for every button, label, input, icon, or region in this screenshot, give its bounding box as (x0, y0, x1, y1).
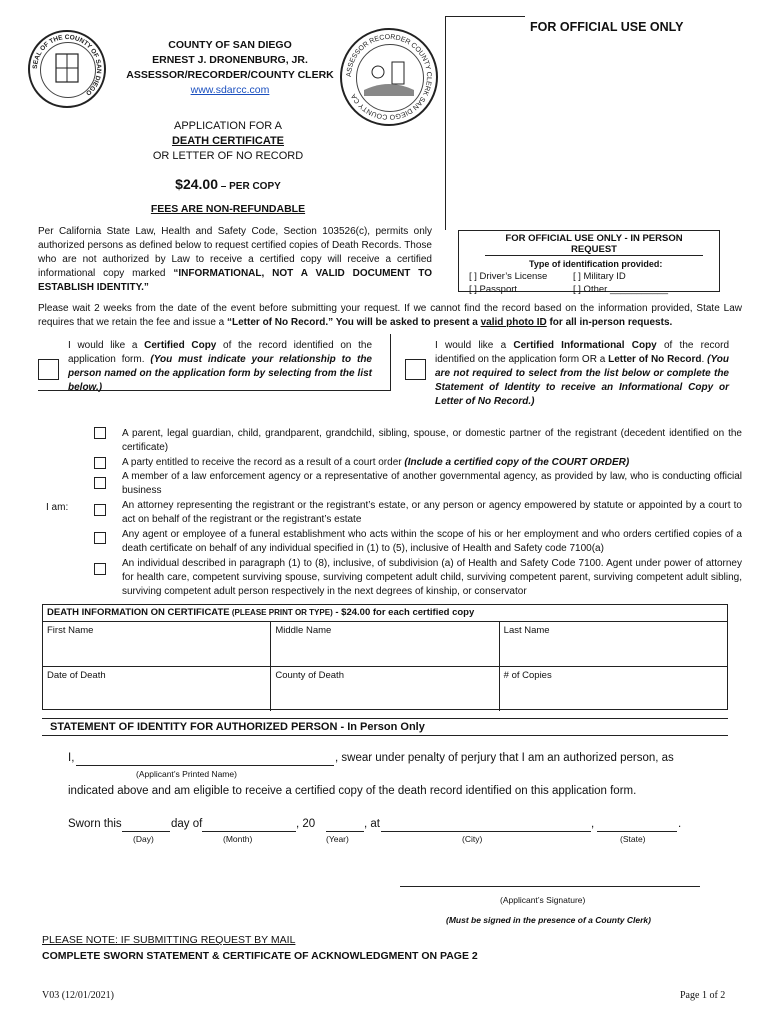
certified-copy-checkbox[interactable] (38, 359, 59, 380)
form-version: V03 (12/01/2021) (42, 990, 114, 1001)
relationship-checkbox-1[interactable] (94, 427, 106, 439)
title-line2: DEATH CERTIFICATE (171, 135, 285, 147)
city-caption: (City) (462, 834, 483, 844)
informational-copy-text: I would like a Certified Informational Copy of the record identified on the application form OR a Letter of No Record. (You are not required to select from the list below or complete the Statement of Identity to receive an Informational Copy or Letter of No Record.) (435, 340, 730, 407)
relationship-item-2: A party entitled to receive the record as a result of a court order (Include a certified copy of the COURT ORDER) (122, 457, 630, 468)
date-of-death-field[interactable]: Date of Death (43, 667, 271, 711)
statement-title: STATEMENT OF IDENTITY FOR AUTHORIZED PERSON - In Person Only (50, 721, 425, 733)
statement-bottom-rule (42, 735, 728, 736)
in-person-title: FOR OFFICIAL USE ONLY - IN PERSON REQUEST (485, 233, 703, 256)
relationship-list (38, 424, 742, 600)
official-name: ERNEST J. DRONENBURG, JR. (152, 54, 308, 66)
relationship-item-3: A member of a law enforcement agency or a representative of another governmental agency, as provided by law, who is conducting official business (122, 471, 742, 496)
relationship-item-1: A parent, legal guardian, child, grandparent, grandchild, sibling, spouse, or domestic partner of the registrant (decedent identified on the certificate) (122, 428, 742, 453)
page-number: Page 1 of 2 (680, 990, 726, 1001)
id-type-label: Type of identification provided: (529, 259, 663, 269)
state-caption: (State) (620, 834, 646, 844)
statement-i: I, (68, 752, 75, 764)
certified-copy-text: I would like a Certified Copy of the record identified on the application form. (You must indicate your relationship to the person named on the application form by selecting from the list below.) (68, 340, 373, 393)
relationship-checkbox-5[interactable] (94, 532, 106, 544)
id-military[interactable]: [ ] Military ID (573, 271, 626, 282)
id-other[interactable]: [ ] Other ___________ (573, 284, 669, 295)
fees-notice: FEES ARE NON-REFUNDABLE (150, 203, 306, 215)
mail-note: PLEASE NOTE: IF SUBMITTING REQUEST BY MAIL (42, 934, 296, 946)
year-line[interactable] (326, 831, 364, 832)
relationship-checkbox-6[interactable] (94, 563, 106, 575)
office-name: ASSESSOR/RECORDER/COUNTY CLERK (126, 69, 334, 81)
statement-top-rule (42, 718, 728, 719)
website-link[interactable]: www.sdarcc.com (190, 84, 270, 96)
signed-presence-caption: (Must be signed in the presence of a County Clerk) (446, 915, 651, 925)
title-line1: APPLICATION FOR A (174, 120, 282, 132)
county-of-death-field[interactable]: County of Death (271, 667, 499, 711)
death-info-header: DEATH INFORMATION ON CERTIFICATE (PLEASE PRINT OR TYPE) - $24.00 for each certified copy (43, 605, 727, 622)
statement-swear: , swear under penalty of perjury that I am an authorized person, as (335, 752, 674, 764)
signature-caption: (Applicant’s Signature) (500, 895, 586, 905)
official-use-divider (445, 16, 446, 230)
printed-name-line[interactable] (76, 765, 334, 766)
informational-copy-checkbox[interactable] (405, 359, 426, 380)
day-caption: (Day) (133, 834, 154, 844)
agency-header (120, 38, 340, 98)
death-info-table (42, 604, 728, 710)
official-use-header: FOR OFFICIAL USE ONLY (530, 20, 684, 34)
last-name-field[interactable]: Last Name (503, 625, 550, 636)
county-name: COUNTY OF SAN DIEGO (168, 39, 292, 51)
svg-text:SEAL OF THE COUNTY OF SAN DIEG: SEAL OF THE COUNTY OF SAN DIEGO (31, 33, 103, 97)
county-seal-left (28, 30, 106, 108)
svg-text:ASSESSOR RECORDER COUNTY CLERK: ASSESSOR RECORDER COUNTY CLERK SAN DIEGO COUNTY CA (345, 33, 433, 121)
relationship-checkbox-2[interactable] (94, 457, 106, 469)
price: $24.00 – PER COPY (175, 176, 281, 192)
month-caption: (Month) (223, 834, 253, 844)
official-use-top-rule (445, 16, 525, 17)
relationship-checkbox-3[interactable] (94, 477, 106, 489)
relationship-checkbox-4[interactable] (94, 504, 106, 516)
middle-name-field[interactable]: Middle Name (271, 622, 499, 666)
year-prefix: , 20 (296, 818, 316, 830)
city-line[interactable] (381, 831, 591, 832)
day-of-label: day of (171, 818, 203, 830)
in-person-box (458, 230, 720, 295)
relationship-item-6: An individual described in paragraph (1) to (8), inclusive, of subdivision (a) of Health and Safety Code 7100. Agent under power of attorney for health care, competent surviving spouse, surviving competent adult child, surviving competent parent, surviving competent adult sibling, surviving competent adult person respectively in the next degrees of kinship, or conservator (122, 558, 742, 597)
comma-label: , (591, 818, 595, 830)
relationship-item-5: Any agent or employee of a funeral establishment who acts within the scope of his or her employment and who orders certified copies of a death certificate on behalf of any individual specified in (1) to (5), inclusive of Health and Safety code 7100(a) (122, 529, 742, 554)
state-line[interactable] (597, 831, 677, 832)
form-title (120, 119, 336, 164)
day-line[interactable] (122, 831, 170, 832)
at-label: , at (364, 818, 380, 830)
wait-text: Please wait 2 weeks from the date of the event before submitting your request. If we cannot find the record based on the information provided, State Law requires that we retain the fee and issue a “Letter of No Record.” You will be asked to present a valid photo ID for all in-person requests. (38, 303, 742, 328)
printed-name-caption: (Applicant’s Printed Name) (136, 769, 237, 779)
first-name-field[interactable]: First Name (43, 622, 271, 666)
title-line3: OR LETTER OF NO RECORD (152, 150, 304, 162)
year-caption: (Year) (326, 834, 349, 844)
month-line[interactable] (202, 831, 296, 832)
statement-indicated: indicated above and am eligible to receive a certified copy of the death record identified on this application form. (68, 785, 637, 797)
law-text: Per California State Law, Health and Safety Code, Section 103526(c), permits only authorized persons as defined below to request certified copies of Death Records. Those who are not authorized by Law to receive a certified copy will receive a certified informational copy marked “INFORMATIONAL, NOT A VALID DOCUMENT TO ESTABLISH IDENTITY.” (38, 226, 432, 293)
id-drivers-license[interactable]: [ ] Driver’s License (469, 271, 548, 282)
period-label: . (678, 818, 682, 830)
num-copies-field[interactable]: # of Copies (503, 670, 552, 681)
signature-line[interactable] (400, 886, 700, 887)
relationship-item-4: An attorney representing the registrant or the registrant’s estate, or any person or agency empowered by statute or appointed by a court to act on behalf of the registrant or the registrant’s estate (122, 500, 742, 525)
recorder-seal-right (340, 28, 438, 126)
sworn-statement-note: COMPLETE SWORN STATEMENT & CERTIFICATE OF ACKNOWLEDGMENT ON PAGE 2 (42, 950, 478, 962)
sworn-label: Sworn this (68, 818, 122, 830)
id-passport[interactable]: [ ] Passport (469, 284, 518, 295)
i-am-label: I am: (46, 502, 69, 513)
